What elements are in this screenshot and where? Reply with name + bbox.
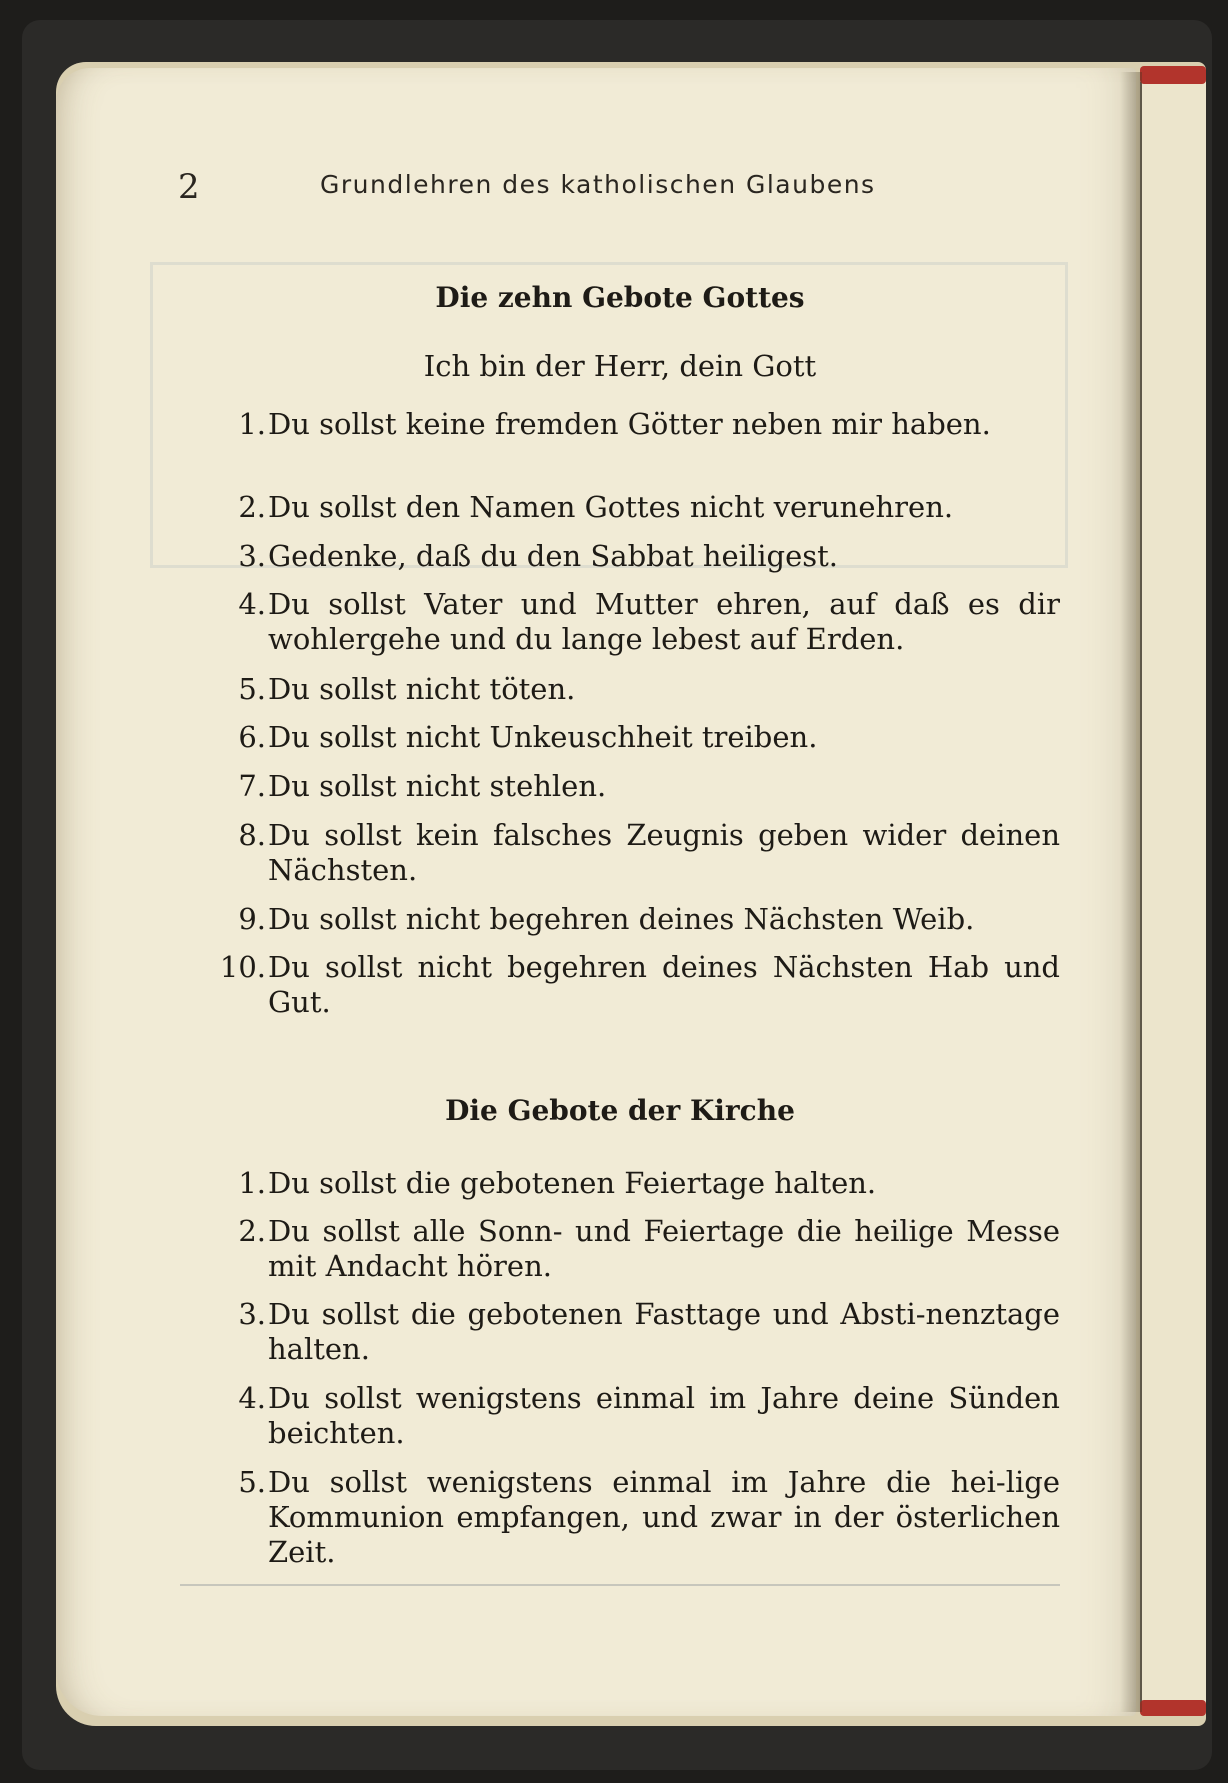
commandment-1 — [208, 407, 1060, 442]
church-commandment-5 — [208, 1465, 1060, 1570]
item-text: Du sollst nicht töten. — [268, 672, 576, 706]
item-number: 9. — [238, 902, 266, 936]
commandments-heading: Die zehn Gebote Gottes — [435, 281, 805, 314]
item-number: 6. — [238, 720, 266, 754]
item-text: Gedenke, daß du den Sabbat heiligest. — [268, 539, 839, 573]
item-text: Du sollst die gebotenen Feiertage halten. — [268, 1166, 877, 1200]
item-number: 5. — [238, 672, 266, 706]
item-text: Du sollst den Namen Gottes nicht verunehren. — [268, 490, 954, 524]
item-number: 1. — [238, 407, 266, 441]
bottom-rule — [180, 1584, 1060, 1586]
item-number: 2. — [238, 1214, 266, 1248]
commandment-2 — [208, 490, 1060, 525]
item-number: 5. — [238, 1465, 266, 1499]
commandment-5 — [208, 672, 1060, 707]
commandment-9 — [208, 902, 1060, 937]
page-number: 2 — [178, 167, 200, 207]
item-number: 3. — [238, 1297, 266, 1331]
red-page-edge-top — [1140, 66, 1206, 84]
item-text: Du sollst nicht Unkeuschheit treiben. — [268, 720, 818, 754]
running-header: Grundlehren des katholischen Glaubens — [320, 170, 876, 199]
commandment-4 — [208, 587, 1060, 657]
item-text: Du sollst nicht stehlen. — [268, 769, 607, 803]
item-number: 10. — [219, 950, 266, 984]
church-commandment-2 — [208, 1214, 1060, 1284]
commandment-7 — [208, 769, 1060, 804]
item-text: Du sollst kein falsches Zeugnis geben wider deinen Nächsten. — [268, 818, 1060, 887]
item-text: Du sollst wenigstens einmal im Jahre deine Sünden beichten. — [268, 1381, 1060, 1450]
item-number: 3. — [238, 539, 266, 573]
item-text: Du sollst wenigstens einmal im Jahre die hei-lige Kommunion empfangen, und zwar in der österlichen Zeit. — [268, 1465, 1060, 1569]
church-commandment-3 — [208, 1297, 1060, 1367]
item-number: 7. — [238, 769, 266, 803]
item-text: Du sollst nicht begehren deines Nächsten Hab und Gut. — [268, 950, 1060, 1019]
item-number: 8. — [238, 818, 266, 852]
spine-shadow — [1120, 72, 1142, 1712]
item-text: Du sollst alle Sonn- und Feiertage die heilige Messe mit Andacht hören. — [268, 1214, 1060, 1283]
item-text: Du sollst Vater und Mutter ehren, auf daß es dir wohlergehe und du lange lebest auf Erden. — [268, 587, 1060, 656]
commandment-8 — [208, 818, 1060, 888]
red-page-edge-bottom — [1140, 1700, 1206, 1716]
church-commandment-4 — [208, 1381, 1060, 1451]
item-text: Du sollst keine fremden Götter neben mir haben. — [268, 407, 991, 441]
item-number: 2. — [238, 490, 266, 524]
item-number: 4. — [238, 1381, 266, 1415]
commandment-10 — [208, 950, 1060, 1020]
commandment-6 — [208, 720, 1060, 755]
item-number: 1. — [238, 1166, 266, 1200]
item-text: Du sollst die gebotenen Fasttage und Absti-nenztage halten. — [268, 1297, 1060, 1366]
commandments-subtitle: Ich bin der Herr, dein Gott — [423, 349, 817, 383]
item-number: 4. — [238, 587, 266, 621]
church-commandment-1 — [208, 1166, 1060, 1201]
facing-page-edge — [1140, 82, 1206, 1704]
church-commandments-heading: Die Gebote der Kirche — [445, 1094, 795, 1127]
commandment-3 — [208, 539, 1060, 574]
item-text: Du sollst nicht begehren deines Nächsten Weib. — [268, 902, 975, 936]
